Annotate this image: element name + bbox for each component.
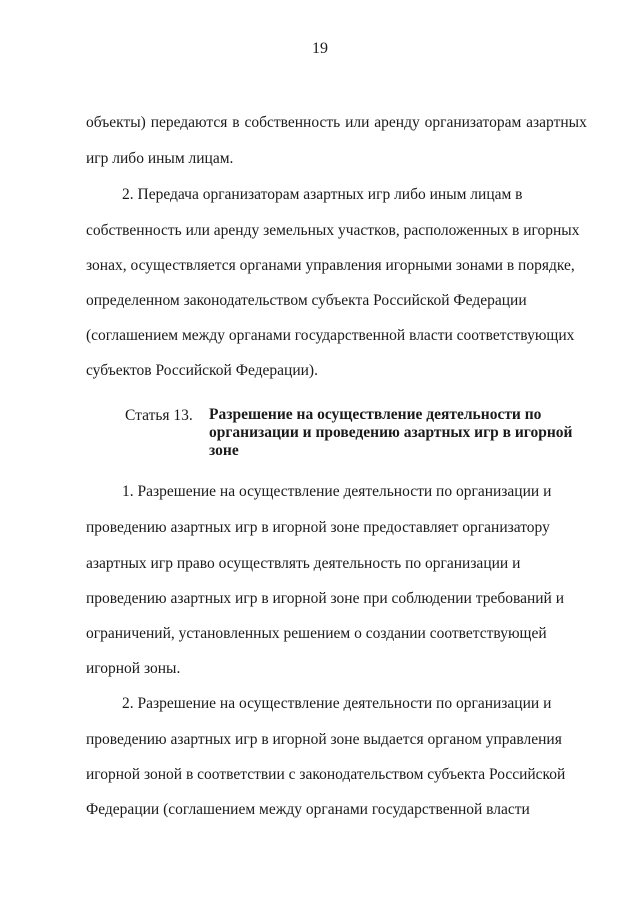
paragraph-3-line-4: проведению азартных игр в игорной зоне при соблюдении требований и [86,590,565,607]
paragraph-4-line-1: 2. Разрешение на осуществление деятельности по организации и [122,695,552,712]
paragraph-4-line-3: игорной зоной в соответствии с законодательством субъекта Российской [86,766,566,783]
paragraph-2-line-3: зонах, осуществляется органами управления игорными зонами в порядке, [86,257,575,274]
paragraph-3-line-6: игорной зоны. [86,660,181,677]
paragraph-2-line-4: определенном законодательством субъекта Российской Федерации [86,292,527,309]
paragraph-2-line-1: 2. Передача организаторам азартных игр либо иным лицам в [122,186,523,203]
paragraph-3-line-5: ограничений, установленных решением о создании соответствующей [86,625,547,642]
paragraph-1-line-2: игр либо иным лицам. [86,150,234,167]
article-title [209,406,573,460]
article-title-line-3: зоне [209,442,239,459]
page-number: 19 [312,40,328,57]
paragraph-3-line-1: 1. Разрешение на осуществление деятельности по организации и [122,483,552,500]
paragraph-2-line-6: субъектов Российской Федерации). [86,362,318,379]
article-title-line-1: Разрешение на осуществление деятельности по [209,406,542,423]
paragraph-3-line-3: азартных игр право осуществлять деятельность по организации и [86,555,521,572]
article-title-line-2: организации и проведению азартных игр в игорной [209,424,573,441]
paragraph-2-line-2: собственность или аренду земельных участков, расположенных в игорных [86,222,580,239]
paragraph-1-line-1 [86,113,587,133]
paragraph-2-line-5: (соглашением между органами государственной власти соответствующих [86,327,575,344]
article-label: Статья 13. [125,407,193,424]
paragraph-4-line-4: Федерации (соглашением между органами государственной власти [86,801,530,818]
paragraph-3-line-2: проведению азартных игр в игорной зоне предоставляет организатору [86,519,550,536]
paragraph-1-line-1-text: объекты) передаются в собственность или аренду организаторам азартных [86,114,587,131]
paragraph-4-line-2: проведению азартных игр в игорной зоне выдается органом управления [86,731,562,748]
